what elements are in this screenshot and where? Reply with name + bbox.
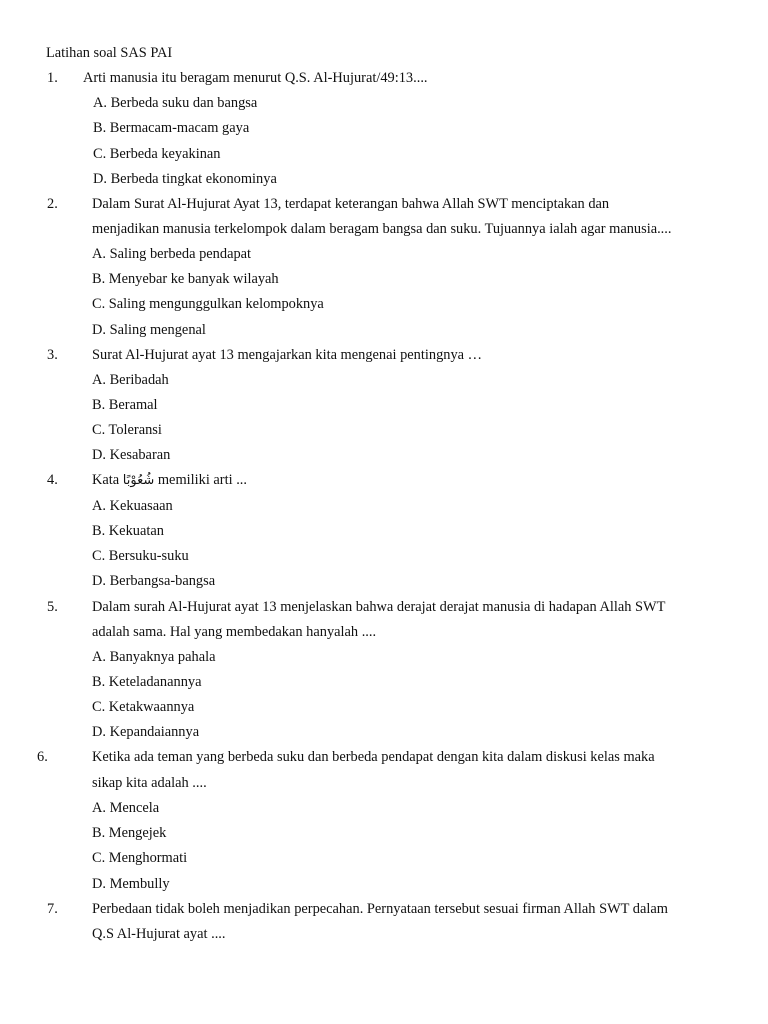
- question-5-number: 5.: [47, 599, 58, 615]
- question-6-option-b: B. Mengejek: [92, 825, 167, 841]
- question-5-text-line-2: adalah sama. Hal yang membedakan hanyalah ....: [92, 624, 377, 640]
- question-6-number: 6.: [37, 749, 48, 765]
- question-4-option-c: C. Bersuku-suku: [92, 548, 189, 564]
- question-4-option-b: B. Kekuatan: [92, 523, 164, 539]
- question-3-option-c: C. Toleransi: [92, 422, 162, 438]
- question-5-option-d: D. Kepandaiannya: [92, 724, 200, 740]
- question-7-text-line-2: Q.S Al-Hujurat ayat ....: [92, 926, 226, 942]
- question-3-option-a: A. Beribadah: [92, 372, 169, 388]
- question-2-option-d: D. Saling mengenal: [92, 322, 206, 338]
- question-4-text-pre: Kata: [92, 472, 120, 488]
- question-1-option-b: B. Bermacam-macam gaya: [93, 120, 250, 136]
- question-2-option-a: A. Saling berbeda pendapat: [92, 246, 252, 262]
- question-7-text-line-1: Perbedaan tidak boleh menjadikan perpecahan. Pernyataan tersebut sesuai firman Allah SWT dalam: [92, 901, 668, 917]
- question-6-text-line-2: sikap kita adalah ....: [92, 775, 207, 791]
- question-1-option-d: D. Berbeda tingkat ekonominya: [93, 171, 277, 187]
- question-1-number: 1.: [47, 70, 58, 86]
- question-4-arabic-word: شُعُوْبًا: [122, 473, 155, 488]
- question-3-option-b: B. Beramal: [92, 397, 158, 413]
- question-3-number: 3.: [47, 347, 58, 363]
- question-4-text: [92, 471, 247, 490]
- question-6-option-c: C. Menghormati: [92, 850, 188, 866]
- question-6-option-a: A. Mencela: [92, 800, 160, 816]
- question-2-text-line-2: menjadikan manusia terkelompok dalam beragam bangsa dan suku. Tujuannya ialah agar manusia....: [92, 221, 672, 237]
- question-2-text-line-1: Dalam Surat Al-Hujurat Ayat 13, terdapat keterangan bahwa Allah SWT menciptakan dan: [92, 196, 610, 212]
- question-2-option-b: B. Menyebar ke banyak wilayah: [92, 271, 279, 287]
- question-7-number: 7.: [47, 901, 58, 917]
- page-title: Latihan soal SAS PAI: [46, 45, 173, 61]
- question-4-option-d: D. Berbangsa-bangsa: [92, 573, 216, 589]
- question-5-option-a: A. Banyaknya pahala: [92, 649, 216, 665]
- question-5-option-c: C. Ketakwaannya: [92, 699, 195, 715]
- question-1-option-a: A. Berbeda suku dan bangsa: [93, 95, 258, 111]
- question-2-number: 2.: [47, 196, 58, 212]
- question-1-option-c: C. Berbeda keyakinan: [93, 146, 221, 162]
- question-1-text: Arti manusia itu beragam menurut Q.S. Al-Hujurat/49:13....: [83, 70, 428, 86]
- question-2-option-c: C. Saling mengunggulkan kelompoknya: [92, 296, 324, 312]
- question-3-text: Surat Al-Hujurat ayat 13 mengajarkan kita mengenai pentingnya …: [92, 347, 483, 363]
- question-6-text-line-1: Ketika ada teman yang berbeda suku dan berbeda pendapat dengan kita dalam diskusi kelas maka: [92, 749, 655, 765]
- question-4-text-post: memiliki arti ...: [157, 472, 247, 488]
- question-4-number: 4.: [47, 472, 58, 488]
- question-5-option-b: B. Keteladanannya: [92, 674, 202, 690]
- question-3-option-d: D. Kesabaran: [92, 447, 171, 463]
- question-4-option-a: A. Kekuasaan: [92, 498, 173, 514]
- question-5-text-line-1: Dalam surah Al-Hujurat ayat 13 menjelaskan bahwa derajat derajat manusia di hadapan Allah SWT: [92, 599, 666, 615]
- question-6-option-d: D. Membully: [92, 876, 170, 892]
